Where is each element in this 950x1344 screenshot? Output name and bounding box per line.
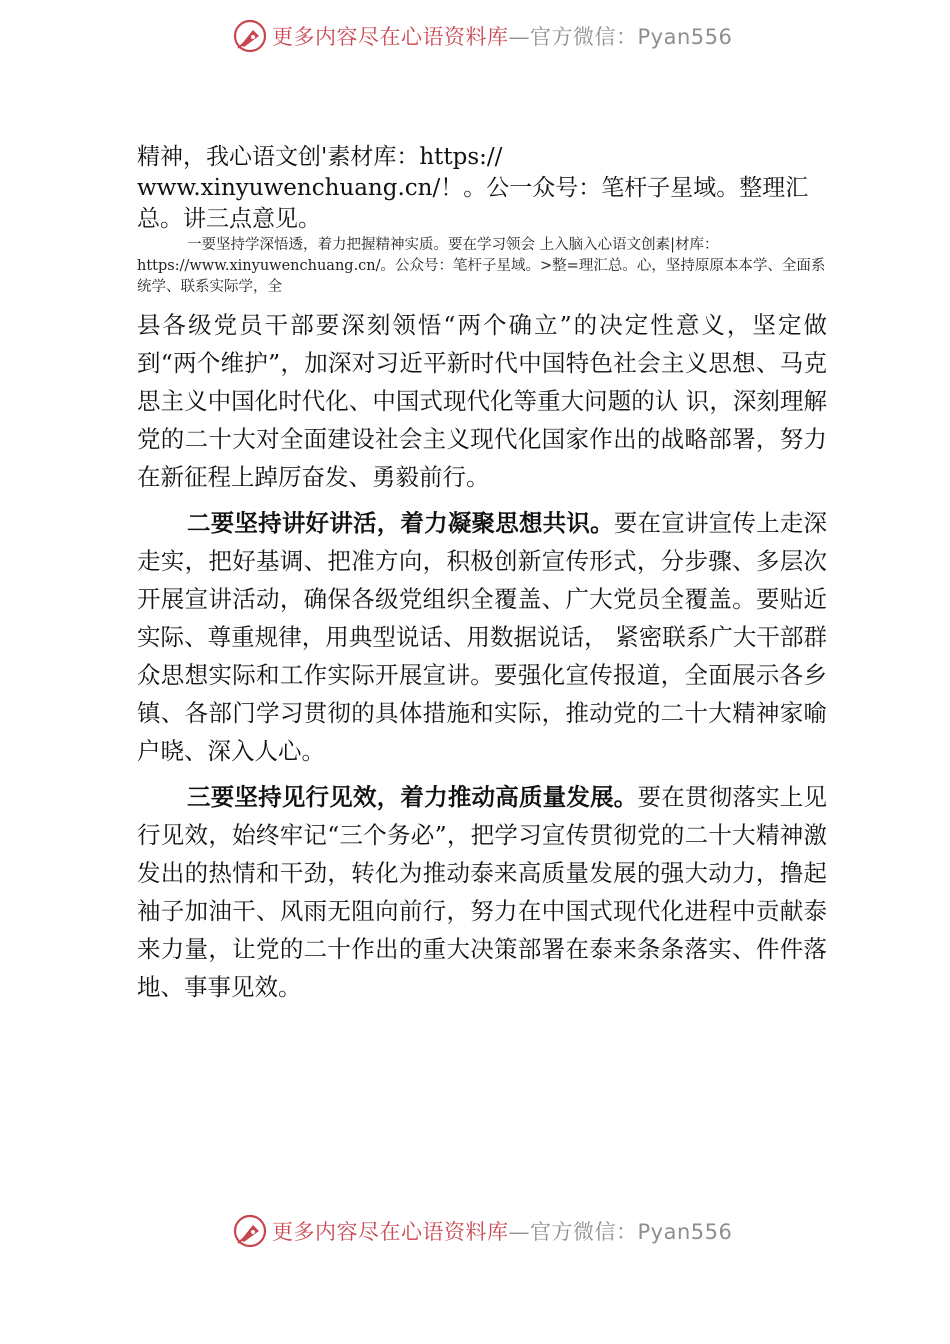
paragraph-3-heading: 三要坚持见行见效，着力推动高质量发展。 (187, 783, 638, 811)
header-banner (232, 16, 752, 56)
paragraph-3 (137, 778, 827, 1006)
intro-line: 精神，我心语文创'素材库：https:// (137, 144, 503, 170)
paragraph-3-body: 要在贯彻落实上见行见效，始终牢记“三个务必”，把学习宣传贯彻党的二十大精神激发出的热情和干劲，转化为推动泰来高质量发展的强大动力，撸起袖子加油干、风雨无阻向前行，努力在中国式现代化进程中贡献泰来力量，让党的二十作出的重大决策部署在泰来条条落实、件件落地、事事见效。 (137, 783, 828, 1001)
intro-line: www.xinyuwenchuang.cn/！。公一众号：笔杆子星域。整理汇 (137, 175, 809, 201)
small-note: 一要坚持学深悟透，着力把握精神实质。要在学习领会 上入脑入心语文创素|材库：https://www.xinyuwenchuang.cn/。公众号：笔杆子星域。>整=理汇总。心，坚持原原本本学、全面系统学、联系实际学，全 (137, 237, 826, 295)
intro-line: 总。讲三点意见。 (137, 206, 321, 232)
paragraph-2 (137, 504, 827, 770)
banner-text: 更多内容尽在心语资料库—官方微信：Pyan556 (272, 25, 733, 49)
paragraph-2-body: 要在宣讲宣传上走深走实，把好基调、把准方向，积极创新宣传形式，分步骤、多层次开展宣讲活动，确保各级党组织全覆盖、广大党员全覆盖。要贴近实际、尊重规律，用典型说话、用数据说话， 紧密联系广大干部群众思想实际和工作实际开展宣讲。要强化宣传报道，全面展示各乡镇、各部门学习贯彻的具体措施和实际，推动党的二十大精神家喻户晓、深入人心。 (137, 509, 828, 765)
footer-banner (232, 1211, 752, 1251)
pen-nib-logo-icon (232, 18, 268, 54)
pen-nib-logo-icon (232, 1213, 268, 1249)
paragraph-1: 县各级党员干部要深刻领悟“两个确立”的决定性意义，坚定做到“两个维护”，加深对习近平新时代中国特色社会主义思想、马克思主义中国化时代化、中国式现代化等重大问题的认 识，深刻理解党的二十大对全面建设社会主义现代化国家作出的战略部署，努力在新征程上踔厉奋发、勇毅前行。 (137, 311, 827, 491)
paragraph-2-heading: 二要坚持讲好讲活，着力凝聚思想共识。 (187, 509, 614, 537)
document-body (137, 142, 827, 1006)
banner-text: 更多内容尽在心语资料库—官方微信：Pyan556 (272, 1220, 733, 1244)
